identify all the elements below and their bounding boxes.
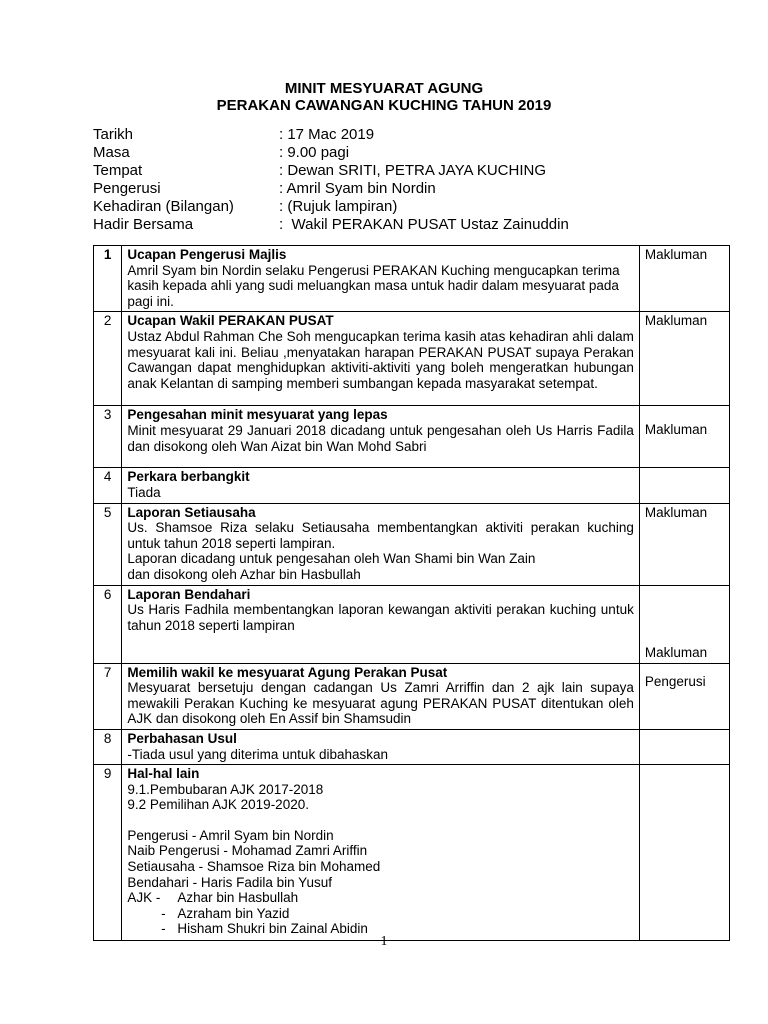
item-title: Pengesahan minit mesyuarat yang lepas xyxy=(127,407,388,423)
item-body xyxy=(122,765,640,941)
item-action xyxy=(639,765,729,941)
item-title: Memilih wakil ke mesyuarat Agung Perakan Pusat xyxy=(127,664,448,680)
meta-value: : 9.00 pagi xyxy=(279,144,350,161)
item-body xyxy=(122,468,640,503)
officer-line: Pengerusi - Amril Syam bin Nordin xyxy=(127,827,334,843)
officer-line: Setiausaha - Shamsoe Riza bin Mohamed xyxy=(127,859,381,875)
item-body xyxy=(122,663,640,729)
item-text: -Tiada usul yang diterima untuk dibahaskan xyxy=(127,746,388,762)
item-number: 2 xyxy=(94,312,122,406)
item-number: 4 xyxy=(94,468,122,503)
item-action: Makluman xyxy=(639,406,729,468)
item-number: 9 xyxy=(94,765,122,941)
meeting-details xyxy=(93,126,569,234)
meta-row-date xyxy=(93,126,569,144)
item-number: 6 xyxy=(94,585,122,663)
item-action: Makluman xyxy=(639,246,729,312)
ajk-line xyxy=(127,906,634,922)
table-row xyxy=(94,312,730,406)
document-title-line1: MINIT MESYUARAT AGUNG xyxy=(284,80,484,97)
item-action xyxy=(639,729,729,764)
spacer xyxy=(127,813,634,828)
item-text: Amril Syam bin Nordin selaku Pengerusi PERAKAN Kuching mengucapkan terima kasih kepada ahli yang sudi meluangkan masa untuk hadir dalam mesyuarat pada pagi ini. xyxy=(127,262,620,309)
item-body xyxy=(122,729,640,764)
ajk-member: Azraham bin Yazid xyxy=(177,905,290,921)
table-row xyxy=(94,468,730,503)
item-action: Makluman xyxy=(639,503,729,585)
table-row xyxy=(94,246,730,312)
item-text: dan disokong oleh Azhar bin Hasbullah xyxy=(127,566,361,582)
ajk-member: Hisham Shukri bin Zainal Abidin xyxy=(177,921,368,937)
item-text: Ustaz Abdul Rahman Che Soh mengucapkan terima kasih atas kehadiran ahli dalam mesyuarat kali ini. Beliau ,menyatakan harapan PERAKAN PUSAT supaya Perakan Cawangan dapat menghidupkan aktiviti-aktiviti yang boleh mengeratkan hubungan anak Kelantan di samping memberi sumbangan kepada masyarakat setempat. xyxy=(127,328,634,391)
meta-value: : 17 Mac 2019 xyxy=(279,126,375,143)
meta-label: Tempat xyxy=(93,162,143,179)
item-subitem: 9.2 Pemilihan AJK 2019-2020. xyxy=(127,797,309,813)
officer-line: Naib Pengerusi - Mohamad Zamri Ariffin xyxy=(127,843,368,859)
item-title: Laporan Setiausaha xyxy=(127,504,256,520)
item-text: Us Haris Fadhila membentangkan laporan kewangan aktiviti perakan kuching untuk tahun 2018 seperti lampiran xyxy=(127,602,634,633)
item-number: 3 xyxy=(94,406,122,468)
document-title-line2: PERAKAN CAWANGAN KUCHING TAHUN 2019 xyxy=(216,97,552,114)
item-text: Us. Shamsoe Riza selaku Setiausaha membentangkan aktiviti perakan kuching untuk tahun 2018 seperti lampiran. xyxy=(127,520,634,551)
item-title: Ucapan Wakil PERAKAN PUSAT xyxy=(127,313,334,329)
meta-label: Tarikh xyxy=(93,126,134,143)
meta-row-guest xyxy=(93,216,569,234)
meta-row-time xyxy=(93,144,569,162)
item-body xyxy=(122,406,640,468)
item-body xyxy=(122,585,640,663)
item-action xyxy=(639,468,729,503)
table-row xyxy=(94,729,730,764)
item-number: 7 xyxy=(94,663,122,729)
item-number: 1 xyxy=(94,246,122,312)
table-row xyxy=(94,585,730,663)
item-title: Perbahasan Usul xyxy=(127,730,237,746)
item-action: Makluman xyxy=(639,585,729,663)
item-action: Pengerusi xyxy=(639,663,729,729)
meta-value: : Amril Syam bin Nordin xyxy=(279,180,436,197)
ajk-member: Azhar bin Hasbullah xyxy=(177,890,299,906)
meta-value: : (Rujuk lampiran) xyxy=(279,198,398,215)
table-row xyxy=(94,406,730,468)
meta-label: Masa xyxy=(93,144,130,161)
item-number: 5 xyxy=(94,503,122,585)
spacer xyxy=(127,906,149,922)
meta-row-chair xyxy=(93,180,569,198)
item-title: Laporan Bendahari xyxy=(127,586,251,602)
ajk-line xyxy=(127,890,634,906)
item-text: Minit mesyuarat 29 Januari 2018 dicadang untuk pengesahan oleh Us Harris Fadila dan disokong oleh Wan Aizat bin Wan Mohd Sabri xyxy=(127,422,634,454)
table-row xyxy=(94,663,730,729)
item-title: Ucapan Pengerusi Majlis xyxy=(127,247,287,262)
item-title: Perkara berbangkit xyxy=(127,469,250,485)
ajk-dash: - xyxy=(161,921,166,937)
meta-row-attendance xyxy=(93,198,569,216)
table-row xyxy=(94,503,730,585)
meta-row-venue xyxy=(93,162,569,180)
minutes-table xyxy=(93,245,730,941)
item-body xyxy=(122,246,640,312)
item-text: Tiada xyxy=(127,484,161,500)
meta-label: Pengerusi xyxy=(93,180,161,197)
table-row xyxy=(94,765,730,941)
page-number: 1 xyxy=(380,934,388,949)
meta-label: Kehadiran (Bilangan) xyxy=(93,198,234,215)
item-title: Hal-hal lain xyxy=(127,766,200,782)
item-body xyxy=(122,503,640,585)
item-text: Laporan dicadang untuk pengesahan oleh Wan Shami bin Wan Zain xyxy=(127,551,536,567)
meta-label: Hadir Bersama xyxy=(93,216,194,233)
item-body xyxy=(122,312,640,406)
meta-value: : Dewan SRITI, PETRA JAYA KUCHING xyxy=(279,162,547,179)
ajk-dash: - xyxy=(161,905,166,921)
meta-value: : Wakil PERAKAN PUSAT Ustaz Zainuddin xyxy=(279,216,569,233)
ajk-label: AJK - xyxy=(127,890,161,906)
item-number: 8 xyxy=(94,729,122,764)
item-text: Mesyuarat bersetuju dengan cadangan Us Zamri Arriffin dan 2 ajk lain supaya mewakili Perakan Kuching ke mesyuarat agung PERAKAN PUSAT ditentukan oleh AJK dan disokong oleh En Assif bin Shamsudin xyxy=(127,680,634,727)
item-subitem: 9.1.Pembubaran AJK 2017-2018 xyxy=(127,781,324,797)
item-action: Makluman xyxy=(639,312,729,406)
officer-line: Bendahari - Haris Fadila bin Yusuf xyxy=(127,874,332,890)
